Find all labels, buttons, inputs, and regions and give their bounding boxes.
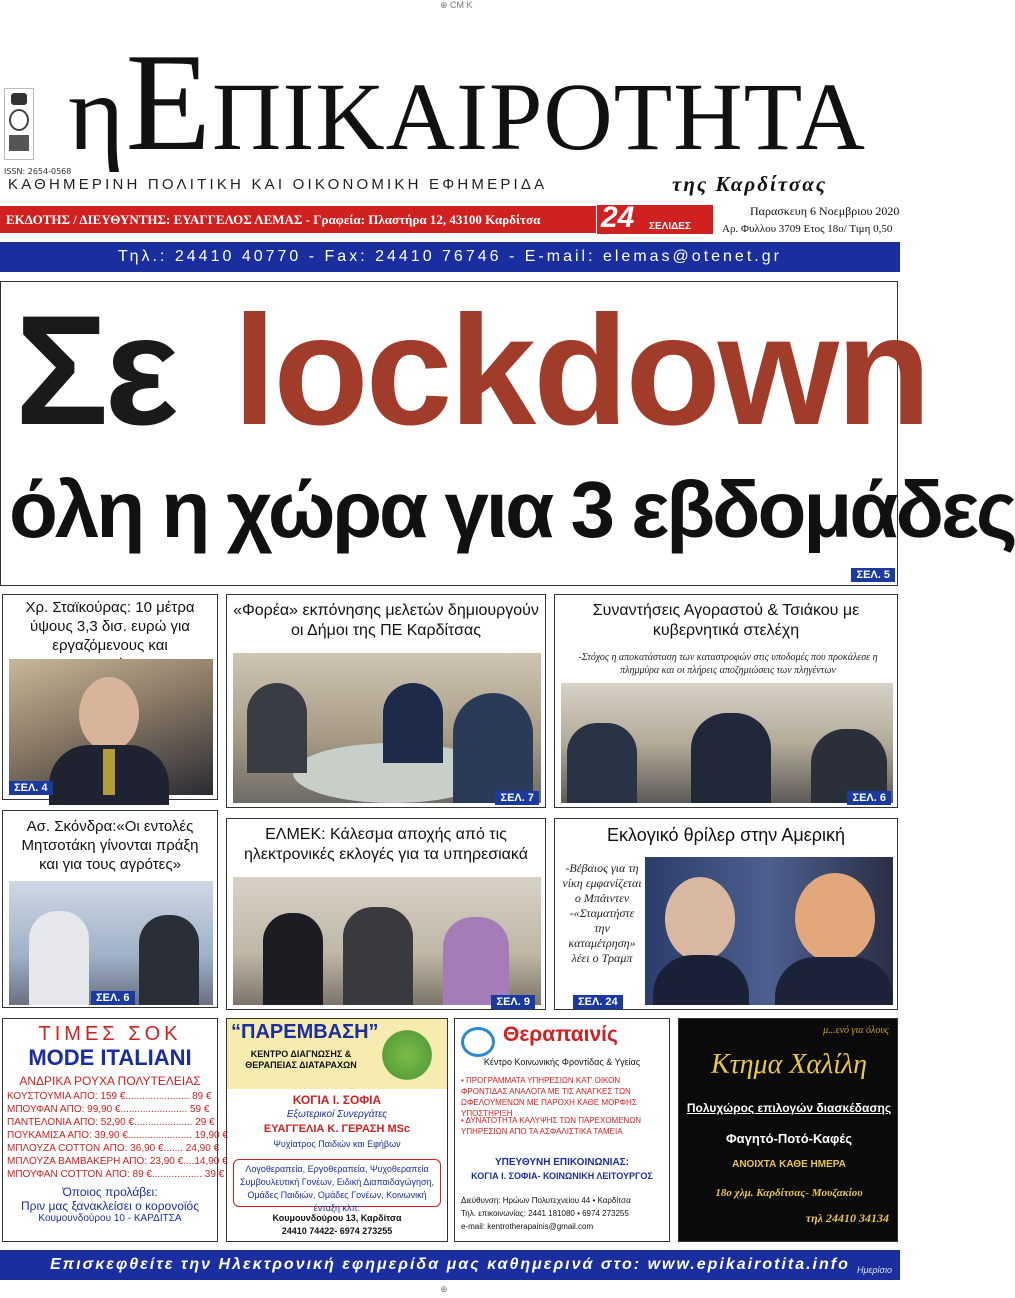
ad-name: ΚΟΓΙΑ Ι. ΣΟΦΙΑ [292, 1093, 382, 1107]
article-photo [561, 683, 893, 803]
page-ref: ΣΕΛ. 9 [491, 995, 535, 1009]
ad-top: μ...ενό για όλους [823, 1025, 889, 1036]
ad-paremvasi[interactable] [226, 1018, 448, 1242]
ad-mode-italiani[interactable] [2, 1018, 228, 1242]
ad-title: “ΠΑΡΕΜΒΑΣΗ” [231, 1021, 379, 1043]
article-photo [9, 881, 213, 1005]
ad-line: Φαγητό-Ποτό-Καφές [726, 1131, 852, 1146]
ad-bullet: • ΔΥΝΑΤΟΤΗΤΑ ΚΑΛΥΨΗΣ ΤΩΝ ΠΑΡΕΧΟΜΕΝΩΝ ΥΠΗΡΕΣΙΩΝ ΑΠΟ ΤΑ ΑΣΦΑΛΙΣΤΙΚΑ ΤΑΜΕΙΑ [461, 1116, 642, 1136]
registration-mark-bottom: ⊕ [440, 1284, 448, 1294]
issn: ISSN: 2654-0568 [4, 167, 72, 176]
page-ref: ΣΕΛ. 6 [847, 791, 891, 805]
page-ref: ΣΕΛ. 7 [495, 791, 539, 805]
page-ref: ΣΕΛ. 5 [851, 568, 895, 582]
pages-number: 24 [601, 201, 635, 234]
ad-subtitle: ΚΕΝΤΡΟ ΔΙΑΓΝΩΣΗΣ & ΘΕΡΑΠΕΙΑΣ ΔΙΑΤΑΡΑΧΩΝ [245, 1049, 357, 1070]
ad-partner: ΕΥΑΓΓΕΛΙΑ Κ. ΓΕΡΑΣΗ MSc [263, 1123, 411, 1135]
ad-line: ΑΝΟΙΧΤΑ ΚΑΘΕ ΗΜΕΡΑ [732, 1159, 846, 1170]
tagline: ΚΑΘΗΜΕΡΙΝΗ ΠΟΛΙΤΙΚΗ ΚΑΙ ΟΙΚΟΝΟΜΙΚΗ ΕΦΗΜΕΡΙΔΑ [8, 176, 548, 193]
ad-partner-role: Ψυχίατρος Παιδιών και Εφήβων [273, 1139, 401, 1149]
ad-subtitle: Κέντρο Κοινωνικής Φροντίδας & Υγείας [483, 1057, 641, 1067]
article-headline: Ασ. Σκόνδρα:«Οι εντολές Μητσοτάκη γίνονται πράξη και για τους αγρότες» [21, 818, 199, 873]
title-e: Ε [125, 25, 213, 180]
contact-bar: Τηλ.: 24410 40770 - Fax: 24410 76746 - E-mail: elemas@otenet.gr [0, 242, 900, 272]
article-subheadline: -Στόχος η αποκατάσταση των καταστροφών στις υποδομές που προκάλεσε η πλημμύρα και οι πλήρεις αποζημιώσεις των πληγέντων [578, 652, 878, 676]
title-h: η [68, 54, 126, 173]
ad-phone: τηλ 24410 34134 [805, 1211, 889, 1225]
article-photo [645, 857, 893, 1005]
therapaines-logo-icon [461, 1027, 495, 1057]
article-staikouras[interactable] [2, 594, 218, 800]
main-headline[interactable] [0, 281, 1015, 586]
ad-subtitle: ΑΝΔΡΙΚΑ ΡΟΥΧΑ ΠΟΛΥΤΕΛΕΙΑΣ [19, 1074, 201, 1088]
ad-title: Κτημα Χαλίλη [710, 1049, 868, 1080]
ad-brand: MODE ITALIANI [28, 1045, 192, 1070]
ad-contact-label: ΥΠΕΥΘΥΝΗ ΕΠΙΚΟΙΝΩΝΙΑΣ: [494, 1157, 630, 1168]
article-photo [233, 877, 541, 1005]
publisher-seal-logo [4, 88, 34, 160]
publisher-bar: ΕΚΔΟΤΗΣ / ΔΙΕΥΘΥΝΤΗΣ: ΕΥΑΓΓΕΛΟΣ ΛΕΜΑΣ - Γραφεία: Πλαστήρα 12, 43100 Καρδίτσα [0, 206, 712, 233]
article-elmek[interactable] [226, 818, 546, 1010]
ad-footer: Πριν μας ξανακλείσει ο κορονοϊός [21, 1199, 199, 1213]
ad-email: e-mail: kentrotherapainis@gmail.com [461, 1222, 594, 1231]
ad-title: ΤΙΜΕΣ ΣΟΚ [38, 1023, 182, 1045]
price-line: ΜΠΟΥΦΑΝ COTTON ΑΠΟ: 89 €.................. 39 € [7, 1169, 225, 1180]
title-rest: ΠΙΚΑΙΡΟΤΗΤΑ [212, 63, 866, 170]
price-line: ΜΠΛΟΥΖΑ ΒΑΜΒΑΚΕΡΗ ΑΠΟ: 23,90 €....14,90 € [7, 1156, 228, 1167]
article-headline: ΕΛΜΕΚ: Κάλεσμα αποχής από τις ηλεκτρονικές εκλογές για τα υπηρεσιακά [244, 826, 528, 863]
ad-partners-label: Εξωτερικοί Συνεργάτες [286, 1109, 388, 1120]
ad-ktima-chalili[interactable] [678, 1018, 898, 1242]
newspaper-title [68, 25, 898, 180]
registration-mark: ⊕ CM K [440, 0, 473, 10]
tree-logo-icon [377, 1027, 437, 1083]
price-line: ΠΟΥΚΑΜΙΣΑ ΑΠΟ: 39,90 €....................... 19,90 € [7, 1130, 228, 1141]
ad-bullet: • ΠΡΟΓΡΑΜΜΑΤΑ ΥΠΗΡΕΣΙΩΝ ΚΑΤ' ΟΙΚΟΝ ΦΡΟΝΤΙΔΑΣ ΑΝΑΛΟΓΑ ΜΕ ΤΙΣ ΑΝΑΓΚΕΣ ΤΩΝ ΩΦΕΛΟΥΜΕΝΩΝ ΜΕ ΠΑΡΟΧΗ ΚΑΘΕ ΜΟΡΦΗΣ ΥΠΟΣΤΗΡΙΞΗ [461, 1076, 637, 1118]
ad-contact-name: ΚΟΓΙΑ Ι. ΣΟΦΙΑ- ΚΟΙΝΩΝΙΚΗ ΛΕΙΤΟΥΡΓΟΣ [471, 1171, 653, 1181]
ad-address: Διεύθυνση: Ηρώων Πολυτεχνείου 44 • Καρδίτσα [461, 1196, 631, 1205]
ad-address: Κουμουνδούρου 10 - ΚΑΡΔΙΤΣΑ [38, 1213, 182, 1224]
ad-therapaines[interactable] [454, 1018, 670, 1242]
article-headline: Χρ. Σταϊκούρας: 10 μέτρα ύψους 3,3 δισ. ευρώ για εργαζόμενους και [25, 599, 195, 654]
article-forea[interactable] [226, 594, 546, 808]
article-photo [9, 659, 213, 795]
issue-date: Παρασκευη 6 Νοεμβριου 2020 [750, 204, 900, 218]
article-headline: Εκλογικό θρίλερ στην Αμερική [607, 825, 845, 845]
page-ref: ΣΕΛ. 4 [9, 781, 53, 795]
pages-word: ΣΕΛΙΔΕΣ [649, 221, 691, 232]
ad-services: Λογοθεραπεία, Εργοθεραπεία, Ψυχοθεραπεία Συμβουλευτική Γονέων, Ειδική Διαπαιδαγώγηση, Ομάδες Παιδιών, Ομάδες Γονέων, Κοινωνική ένταξη κλπ. [233, 1159, 441, 1207]
tagline-city: της Καρδίτσας [672, 172, 828, 196]
ad-price-list [3, 1090, 228, 1181]
article-skondra[interactable] [2, 810, 218, 1008]
article-headline: Συναντήσεις Αγοραστού & Τσιάκου με κυβερνητικά στελέχη [592, 602, 860, 639]
ad-line: 18ο χλμ. Καρδίτσας- Μουζακίου [715, 1187, 863, 1199]
article-subheadline: -Βέβαιος για τη νίκη εμφανίζεται ο Μπάιντεν -«Σταματήστε την καταμέτρηση» λέει ο Τραμπ [562, 861, 642, 965]
article-agorastos[interactable] [554, 594, 898, 808]
page-ref: ΣΕΛ. 24 [573, 995, 623, 1009]
article-headline: «Φορέα» εκπόνησης μελετών δημιουργούν οι Δήμοι της ΠΕ Καρδίτσας [233, 602, 539, 639]
price-line: ΜΠΛΟΥΖΑ COTTON ΑΠΟ: 36,90 €....... 24,90 € [7, 1143, 220, 1154]
watermark-big: frontpages.gr [797, 1279, 892, 1296]
price-line: ΠΑΝΤΕΛΟΝΙΑ ΑΠΟ: 52,90 €..................... 29 € [7, 1117, 215, 1128]
article-usa-election[interactable] [554, 818, 898, 1010]
ad-footer: Όποιος προλάβει: [62, 1185, 158, 1199]
price-line: ΜΠΟΥΦΑΝ ΑΠΟ: 99,90 €........................ 59 € [7, 1104, 210, 1115]
ad-phones: Τηλ. επικοινωνίας: 2441 181080 • 6974 273255 [461, 1209, 629, 1218]
website-bar[interactable]: Επισκεφθείτε την Ηλεκτρονική εφημερίδα μας καθημερινά στο: www.epikairotita.info [0, 1250, 900, 1280]
ad-address: Κουμουνδούρου 13, Καρδίτσα [272, 1213, 402, 1223]
page-ref: ΣΕΛ. 6 [91, 991, 135, 1005]
ad-title: Θεραπαινίς [503, 1023, 618, 1046]
price-line: ΚΟΥΣΤΟΥΜΙΑ ΑΠΟ: 159 €....................... 89 € [7, 1091, 212, 1102]
article-photo [233, 653, 541, 803]
ad-phones: 24410 74422- 6974 273255 [281, 1226, 393, 1236]
pages-count-badge [596, 201, 714, 235]
watermark-small: Hμερίσιο [857, 1265, 892, 1275]
ad-line: Πολυχώρος επιλογών διασκέδασης [686, 1101, 892, 1115]
issue-number: Αρ. Φυλλου 3709 Ετος 18ο/ Τιμη 0,50 [722, 223, 893, 235]
headline-subline: όλη η χώρα για 3 εβδομάδες [9, 465, 1015, 554]
headline-word-se: Σε [15, 284, 175, 458]
headline-word-lockdown: lockdown [233, 284, 929, 458]
frontpages-watermark [798, 1262, 892, 1296]
